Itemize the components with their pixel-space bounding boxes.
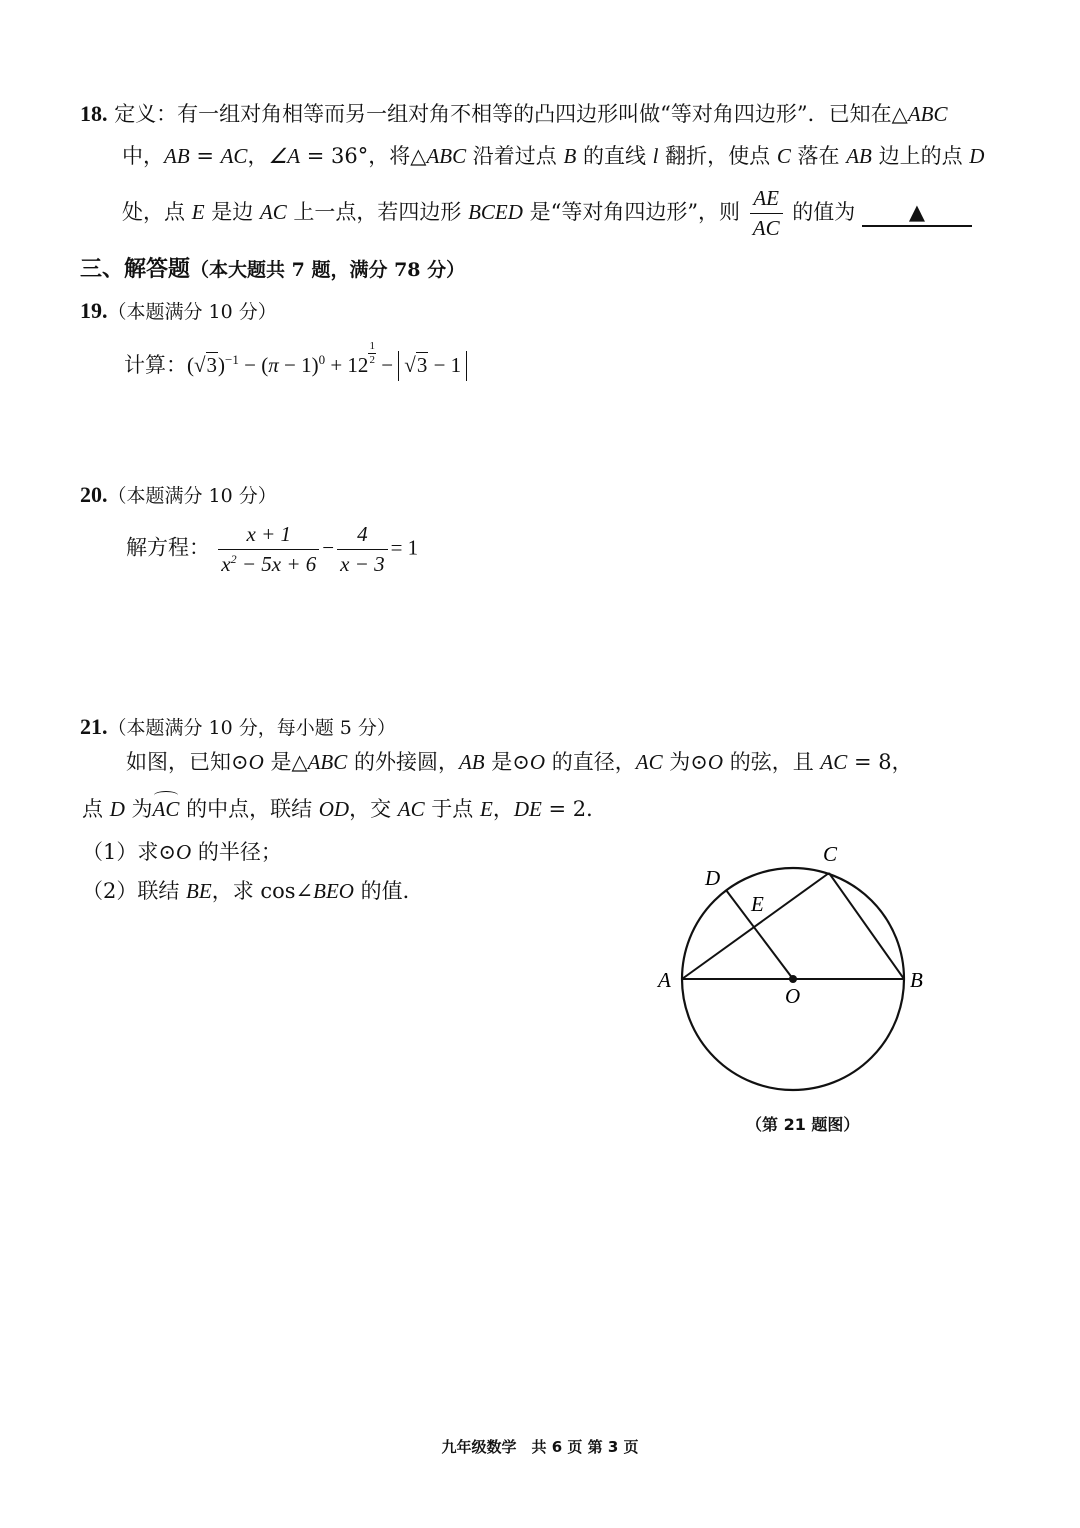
t: ， (247, 144, 269, 168)
fraction-1 (218, 522, 319, 577)
arc-ac: AC (152, 797, 180, 821)
label-c: C (823, 842, 838, 866)
frac-den: AC (752, 216, 780, 241)
t: 翻折，使点 (658, 144, 777, 168)
t: AC (220, 144, 248, 168)
t: 为 (124, 797, 153, 821)
t: 沿着过点 (466, 144, 564, 168)
t: − (375, 353, 399, 378)
q21-score: （本题满分 10 分，每小题 5 分） (107, 717, 396, 739)
t: 落在 (790, 144, 847, 168)
t: = 36°，将△ (300, 144, 427, 168)
t: 点 (82, 797, 110, 821)
t: 2 (230, 552, 237, 567)
t: 4 (337, 522, 388, 550)
t: O (248, 750, 264, 774)
t: = 8， (847, 750, 913, 774)
section-heading (80, 256, 465, 283)
t: DE (513, 797, 542, 821)
t: BE (186, 879, 212, 903)
t: − ( (238, 353, 269, 378)
label-b: B (910, 968, 923, 992)
t: O (707, 750, 724, 774)
t: − 1) (278, 353, 319, 378)
t: 是⊙ (484, 750, 530, 774)
answer-blank[interactable] (862, 200, 972, 227)
t: 计算： (124, 353, 187, 378)
t: 是△ (263, 750, 308, 774)
label-d: D (705, 866, 721, 890)
t: 的半径； (191, 840, 282, 864)
t: −1 (225, 352, 239, 368)
section-title: 三、解答题 (80, 256, 191, 282)
t: AC (397, 797, 425, 821)
t: O (529, 750, 546, 774)
t: 中， (122, 144, 164, 168)
t: − 5x + 6 (236, 552, 317, 577)
q19-number: 19. (80, 298, 108, 323)
t: x + 1 (218, 522, 319, 550)
t: 3 (416, 353, 428, 378)
q21-line2 (82, 797, 607, 822)
t: E (479, 797, 493, 821)
t: l (652, 144, 659, 168)
t: 的外接圆， (347, 750, 459, 774)
t: 的中点，联结 (179, 797, 319, 821)
t: D (969, 144, 985, 168)
t: OD (318, 797, 350, 821)
t: − 1 (428, 353, 462, 378)
label-a: A (658, 968, 671, 992)
t: （2）联结 (82, 879, 187, 903)
t: ( (187, 353, 194, 378)
t: ，交 (349, 797, 398, 821)
t: E (191, 200, 205, 225)
t: = 2． (541, 797, 608, 821)
t: − (322, 535, 335, 560)
section-note: （本大题共 7 题，满分 78 分） (190, 259, 466, 281)
t: = 1 (390, 535, 419, 560)
fraction-2 (337, 522, 388, 577)
t: + 12 (325, 353, 369, 378)
t: BCED (468, 200, 523, 225)
t: ∠A (268, 144, 301, 168)
t: 0 (318, 352, 326, 368)
t: AC (259, 200, 287, 225)
t: ， (492, 797, 514, 821)
q20-header (80, 482, 277, 508)
t: 是边 (204, 200, 260, 225)
t: x − 3 (340, 552, 385, 577)
t: AC (635, 750, 663, 774)
q21-figure (640, 835, 950, 1105)
frac-num: AE (750, 186, 783, 214)
t: 是“等对角四边形”，则 (522, 200, 741, 225)
t: 的直线 (576, 144, 653, 168)
q21-number: 21. (80, 714, 108, 739)
q19-score: （本题满分 10 分） (107, 301, 277, 323)
q21-part1 (82, 840, 282, 865)
q21-line1 (126, 750, 913, 775)
t: AB (846, 144, 872, 168)
t: 上一点，若四边形 (286, 200, 469, 225)
t: D (109, 797, 125, 821)
t: 解方程： (126, 535, 210, 560)
q18-line3 (122, 186, 972, 241)
t: O (175, 840, 192, 864)
t: 为⊙ (662, 750, 708, 774)
t: = (189, 144, 221, 168)
t: AB (458, 750, 485, 774)
q21-part2 (82, 879, 424, 904)
t: 的值为 (792, 200, 856, 225)
center-point (789, 975, 797, 983)
t: 的弦，且 (723, 750, 821, 774)
q20-number: 20. (80, 482, 108, 507)
t: 的直径， (545, 750, 636, 774)
absolute-value: √3 − 1 (398, 351, 467, 380)
triangle-icon: ▲ (908, 200, 926, 225)
label-e: E (751, 892, 764, 916)
t: π (268, 353, 279, 378)
t: 处，点 (122, 200, 192, 225)
q19-header (80, 298, 277, 324)
ae-over-ac-fraction (750, 186, 783, 241)
t: ) (218, 353, 226, 378)
page-footer: 九年级数学 共 6 页 第 3 页 (441, 1438, 639, 1456)
t: ABC (307, 750, 348, 774)
q19-expression: 计算：$(√3)^{-1} - (\pi - 1)^0 + 12$ $^{\frac{1}{2}}$ − √3 − 1 (124, 348, 467, 381)
t: AB (164, 144, 190, 168)
t: 1 (368, 340, 376, 354)
t: 如图，已知⊙ (126, 750, 249, 774)
t: 3 (206, 353, 218, 378)
figure-caption: （第 21 题图） (746, 1115, 860, 1134)
t: ABC (426, 144, 467, 168)
t: AC (820, 750, 848, 774)
t: 的值． (353, 879, 424, 903)
chord-cb (829, 873, 904, 979)
t: B (563, 144, 577, 168)
q20-score: （本题满分 10 分） (107, 485, 277, 507)
q18-var-abc: ABC (907, 102, 948, 126)
t: 边上的点 (871, 144, 970, 168)
q18-line1 (80, 101, 947, 127)
t: C (776, 144, 791, 168)
q18-number: 18. (80, 101, 108, 126)
t: BEO (313, 879, 354, 903)
t: x (221, 552, 231, 577)
q21-header (80, 714, 396, 740)
t: 于点 (424, 797, 480, 821)
t: （1）求⊙ (82, 840, 176, 864)
t: ，求 cos∠ (211, 879, 314, 903)
q18-text-1: 定义：有一组对角相等而另一组对角不相等的凸四边形叫做“等对角四边形”．已知在△ (114, 102, 908, 126)
label-o: O (785, 984, 801, 1008)
q20-equation (126, 522, 418, 577)
t: 2 (369, 354, 375, 367)
q18-line2 (122, 144, 984, 169)
